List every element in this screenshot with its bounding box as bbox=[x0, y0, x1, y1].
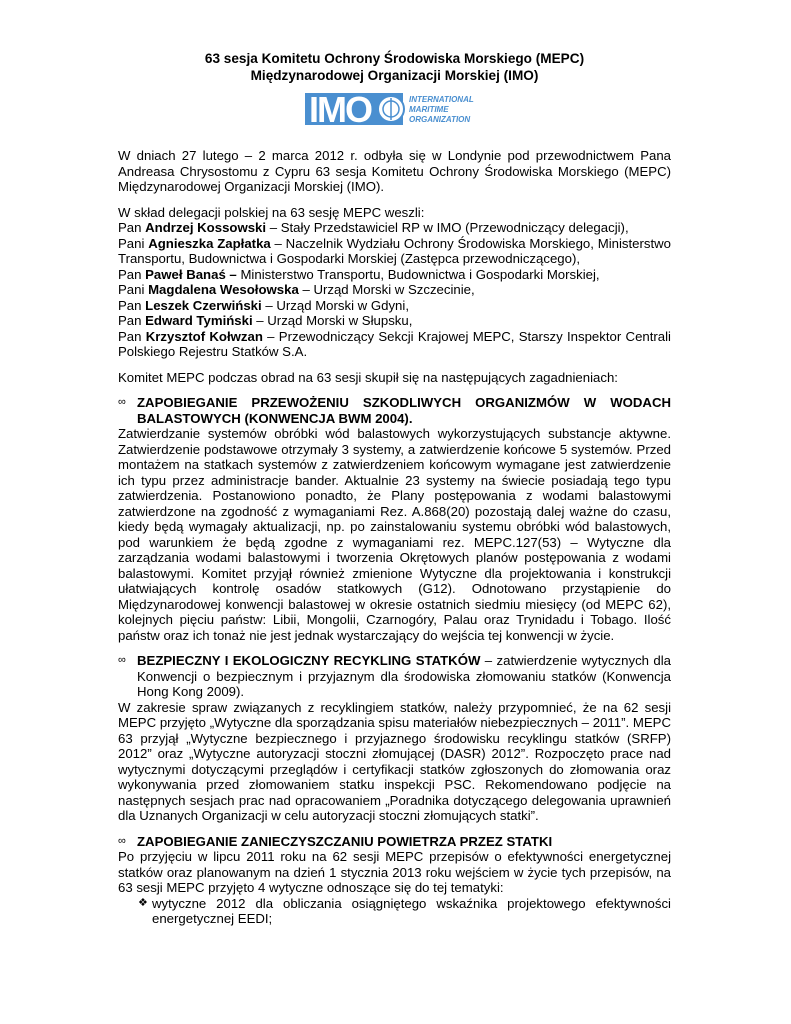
delegate-name: Leszek Czerwiński bbox=[145, 297, 262, 313]
delegate-line: Pan Andrzej Kossowski – Stały Przedstawiciel RP w IMO (Przewodniczący delegacji), bbox=[118, 220, 629, 235]
section-2-heading: BEZPIECZNY I EKOLOGICZNY RECYKLING STATKÓW bbox=[137, 653, 481, 668]
delegate-name: Edward Tymiński bbox=[145, 313, 253, 328]
intro-paragraph: W dniach 27 lutego – 2 marca 2012 r. odbyła się w Londynie pod przewodnictwem Pana Andreasa Chrysostomu z Cypru 63 sesja Komitetu Ochrony Środowiska Morskiego (MEPC) Międzynarodowej Organizacji Morskiej (IMO). bbox=[118, 148, 671, 194]
imo-text-line3: ORGANIZATION bbox=[408, 115, 470, 124]
section-1-body: Zatwierdzanie systemów obróbki wód balastowych wykorzystujących substancje aktywne. Zatwierdzenie podstawowe otrzymały 3 systemy, a zatwierdzenie końcowe 5 systemów. Przed montażem na statkach systemów z zatwierdzeniem końcowym wymagane jest zatwierdzenie ich typu przez administracje bander. Aktualnie 23 systemy na świecie posiadają tego typu zatwierdzenia. Postanowiono ponadto, że Plany postępowania z wodami balastowymi zatwierdzone na zgodność z wymaganiami Rez. A.868(20) pozostają dalej ważne do czasu, kiedy będą wymagały aktualizacji, np. po zainstalowaniu systemu obróbki wód balastowych, pod warunkiem że będą zgodne z wymaganiami rez. MEPC.127(53) – Wytyczne dla zarządzania wodami balastowymi i tworzenia Okrętowych planów postępowania z wodami balastowymi. Komitet przyjął również zmienione Wytyczne dla projektowania i konstrukcji ułatwiających kontrolę osadów statkowych (G12). Odnotowano przystąpienie do Międzynarodowej konwencji balastowej w okresie ostatnich siedmiu miesięcy (od MEPC 62), kolejnych pięciu państw: Libii, Mongolii, Czarnogóry, Palau oraz Trynidadu i Tobago. Ilość państw oraz ich tonaż nie jest jednak wystarczający do wejścia tej konwencji w życie. bbox=[118, 426, 671, 643]
section-3-sub-item bbox=[138, 896, 671, 927]
section-1-heading: ZAPOBIEGANIE PRZEWOŻENIU SZKODLIWYCH ORGANIZMÓW W WODACH BALASTOWYCH (KONWENCJA BWM 2004). bbox=[137, 395, 671, 426]
imo-letters: IMO bbox=[308, 90, 371, 128]
bullet-icon: ∞ bbox=[118, 654, 126, 666]
delegate-name: Paweł Banaś – bbox=[145, 266, 237, 282]
diamond-bullet-icon: ❖ bbox=[138, 896, 148, 909]
section-3-heading: ZAPOBIEGANIE ZANIECZYSZCZANIU POWIETRZA PRZEZ STATKI bbox=[137, 833, 553, 849]
document-page bbox=[118, 50, 671, 927]
delegate-name: Magdalena Wesołowska bbox=[148, 282, 299, 297]
bullet-icon: ∞ bbox=[118, 396, 126, 408]
section-2-heading-rest: – zatwierdzenie wytycznych dla Konwencji o bezpiecznym i przyjaznym dla środowiska złomowaniu statków (Konwencja Hong Kong 2009). bbox=[137, 653, 671, 699]
focus-line: Komitet MEPC podczas obrad na 63 sesji skupił się na następujących zagadnieniach: bbox=[118, 369, 618, 385]
delegate-line: Pan Leszek Czerwiński – Urząd Morski w Gdyni, bbox=[118, 297, 409, 313]
delegate-line: Pan Edward Tymiński – Urząd Morski w Słupsku, bbox=[118, 313, 413, 328]
sub-item-text: wytyczne 2012 dla obliczania osiągniętego wskaźnika projektowego efektywności energetycznej EEDI; bbox=[152, 895, 671, 926]
delegate-line: Pan Paweł Banaś – Ministerstwo Transportu, Budownictwa i Gospodarki Morskiej, bbox=[118, 266, 600, 282]
section-3-body: Po przyjęciu w lipcu 2011 roku na 62 sesji MEPC przepisów o efektywności energetycznej statków oraz planowanym na dzień 1 stycznia 2013 roku wejściem w życie tych przepisów, na 63 sesji MEPC przyjęto 4 wytyczne odnoszące się do tej tematyki: bbox=[118, 849, 671, 895]
title-line-1: 63 sesja Komitetu Ochrony Środowiska Morskiego (MEPC) bbox=[204, 51, 585, 66]
title-line-2: Międzynarodowej Organizacji Morskiej (IMO) bbox=[250, 68, 539, 83]
bullet-icon: ∞ bbox=[118, 834, 126, 847]
section-1-bullet bbox=[118, 395, 671, 426]
delegate-name: Agnieszka Zapłatka bbox=[148, 235, 271, 251]
imo-text-line1: INTERNATIONAL bbox=[408, 95, 474, 104]
imo-text-line2: MARITIME bbox=[408, 105, 449, 114]
delegate-name: Andrzej Kossowski bbox=[145, 220, 267, 235]
section-2-bullet bbox=[118, 653, 671, 700]
section-2-body: W zakresie spraw związanych z recyklingiem statków, należy przypomnieć, że na 62 sesji MEPC przyjęto „Wytyczne dla sporządzania spisu materiałów niebezpiecznych – 2011”. MEPC 63 przyjął „Wytyczne bezpiecznego i przyjaznego środowisku recyklingu statków (SRFP) 2012” oraz „Wytyczne autoryzacji stoczni złomującej (DASR) 2012”. Rozpoczęto prace nad wytycznymi dotyczącymi przeglądów i certyfikacji statków zgłoszonych do złomowania oraz wykonywania przed złomowaniem statku inspekcji PSC. Rekomendowano podjęcie na następnych sesjach prac nad opracowaniem „Poradnika dotyczącego delegowania uprawnień dla Uznanych Organizacji w celu autoryzacji stoczni złomujących statki”. bbox=[118, 699, 671, 823]
section-3-bullet bbox=[118, 834, 671, 850]
delegate-line: Pani Magdalena Wesołowska – Urząd Morski w Szczecinie, bbox=[118, 282, 475, 297]
delegation-header: W skład delegacji polskiej na 63 sesję MEPC weszli: bbox=[118, 204, 425, 220]
imo-logo-graphic bbox=[305, 90, 485, 128]
imo-logo bbox=[118, 90, 671, 128]
delegate-line: Pani Agnieszka Zapłatka – Naczelnik Wydziału Ochrony Środowiska Morskiego, Ministerstwo Transportu, Budownictwa i Gospodarki Morskiej (Zastępca przewodniczącego), bbox=[118, 235, 672, 266]
delegate-line: Pan Krzysztof Kołwzan – Przewodniczący Sekcji Krajowej MEPC, Starszy Inspektor Centrali Polskiego Rejestru Statków S.A. bbox=[118, 328, 671, 359]
delegate-name: Krzysztof Kołwzan bbox=[145, 328, 263, 344]
